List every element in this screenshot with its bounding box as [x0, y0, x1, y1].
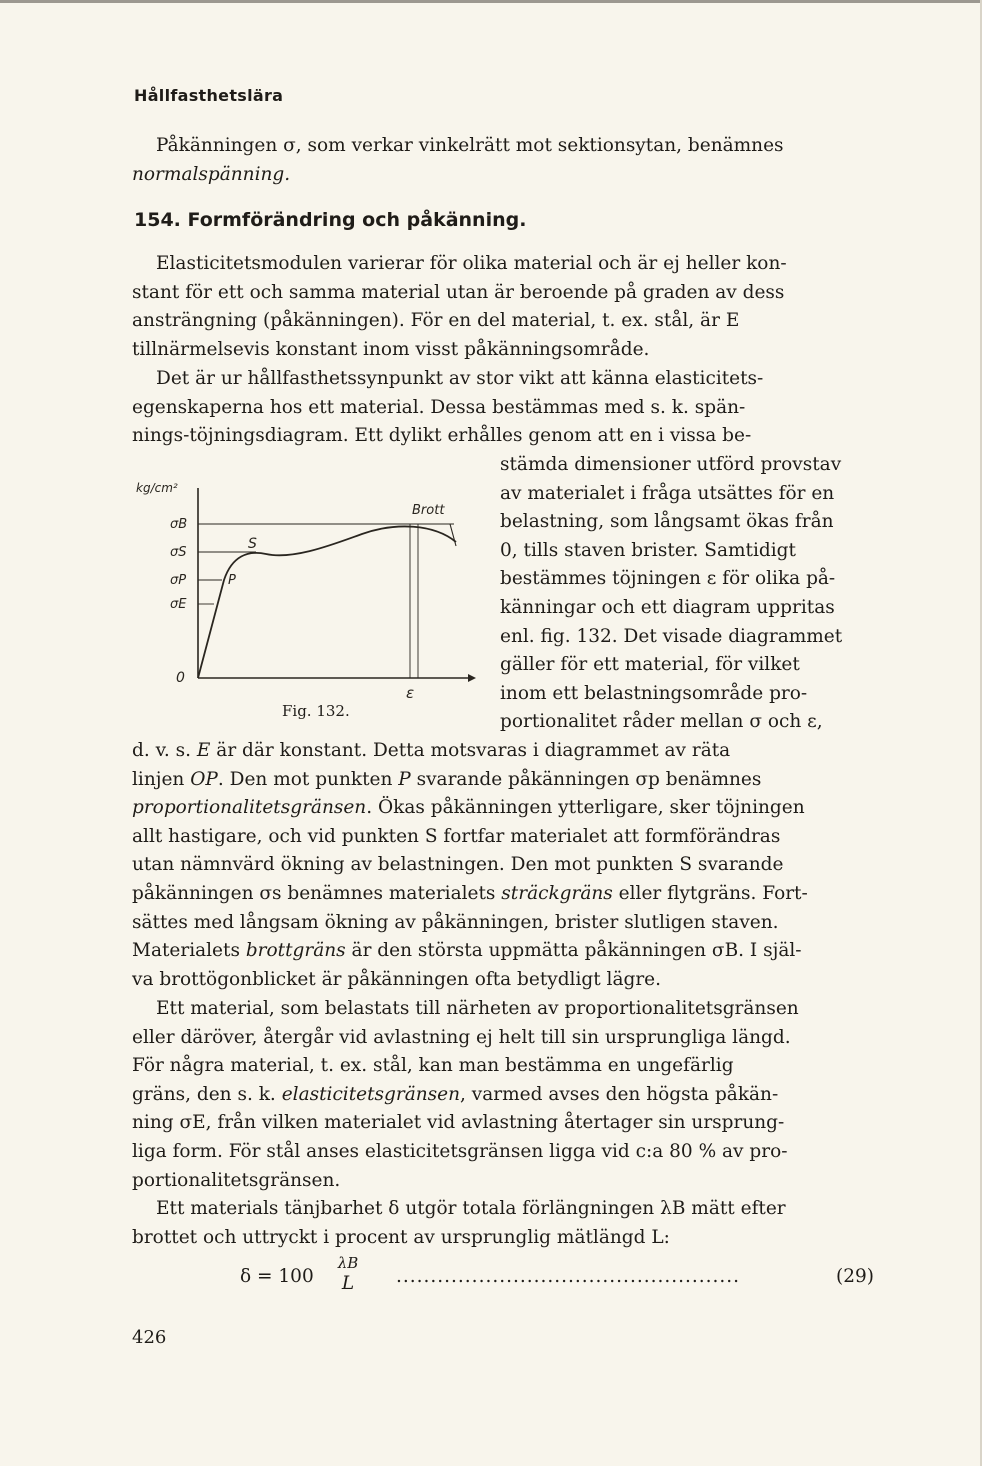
text-run: elasticitetsgränsen	[281, 1083, 461, 1105]
p2-line: nings-töjningsdiagram. Ett dylikt erhålles genom att en i vissa be-	[132, 425, 752, 447]
formula-fraction	[336, 1254, 360, 1296]
text-run: utan nämnvärd ökning av belastningen. Den mot punkten S svarande	[132, 854, 784, 876]
text-run: brottgräns	[245, 940, 346, 962]
p2n-line: enl. fig. 132. Det visade diagrammet	[500, 625, 843, 647]
text-run: . Den mot punkten	[217, 768, 399, 790]
point-s-label: S	[248, 536, 257, 552]
p2n-line: inom ett belastningsområde pro-	[500, 682, 808, 704]
equation-number: (29)	[836, 1266, 874, 1287]
text-run: sättes med långsam ökning av påkänningen, brister slutligen staven.	[132, 911, 779, 933]
break-pointer	[450, 524, 456, 546]
x-axis-arrow	[468, 674, 476, 682]
diagram-labels	[136, 481, 445, 702]
text-run: . Ökas påkänningen ytterligare, sker töjningen	[366, 797, 805, 819]
text-run: OP	[190, 768, 218, 790]
text-run: liga form. För stål anses elasticitetsgränsen ligga vid c:a 80 % av pro-	[132, 1140, 788, 1162]
text-run: , varmed avses den högsta påkän-	[460, 1083, 779, 1105]
intro-line-2: normalspänning.	[132, 163, 291, 185]
strain-axis-label: ε	[406, 684, 415, 702]
p2n-line: gäller för ett material, för vilket	[500, 654, 800, 676]
text-run: portionalitetsgränsen.	[132, 1169, 341, 1191]
text-run: d. v. s.	[132, 740, 197, 761]
text-run: P	[398, 768, 411, 790]
text-run: är där konstant. Detta motsvaras i diagrammet av räta	[210, 740, 731, 761]
intro-line-1: Påkänningen σ, som verkar vinkelrätt mot sektionsytan, benämnes	[156, 135, 784, 156]
stress-strain-curve	[198, 526, 456, 678]
intro-paragraph	[132, 132, 874, 189]
p1-line: Elasticitetsmodulen varierar för olika material och är ej heller kon-	[156, 253, 787, 274]
sigma-b-label: σB	[170, 517, 188, 532]
y-unit-label: kg/cm²	[136, 481, 178, 495]
text-run: allt hastigare, och vid punkten S fortfar materialet att formförändras	[132, 825, 781, 847]
paragraph-4	[132, 1195, 874, 1252]
text-run: proportionalitetsgränsen	[132, 797, 367, 819]
text-run: är den största uppmätta påkänningen σB. I själ-	[345, 940, 802, 962]
sigma-e-label: σE	[170, 597, 187, 612]
paragraph-2-full	[132, 365, 874, 451]
p2-line: Det är ur hållfasthetssynpunkt av stor vikt att känna elasticitets-	[156, 368, 764, 389]
break-label: Brott	[412, 503, 445, 518]
p1-line: tillnärmelsevis konstant inom visst påkänningsområde.	[132, 338, 650, 360]
p2n-line: av materialet i fråga utsättes för en	[500, 482, 835, 504]
stress-strain-diagram	[134, 466, 496, 742]
p2n-line: belastning, som långsamt ökas från	[500, 511, 834, 533]
point-p-label: P	[228, 573, 236, 588]
formula-leader-dots: ..................................................	[396, 1266, 741, 1287]
p2n-line: 0, tills staven brister. Samtidigt	[500, 539, 796, 561]
origin-label: 0	[176, 670, 185, 686]
text-run: va brottögonblicket är påkänningen ofta betydligt lägre.	[132, 968, 662, 990]
text-run: brottet och uttryckt i procent av ursprunglig mätlängd L:	[132, 1226, 670, 1248]
formula-numerator: λB	[337, 1254, 359, 1272]
text-run: sträckgräns	[501, 882, 613, 904]
paragraph-1	[132, 250, 874, 364]
text-run: eller flytgräns. Fort-	[612, 882, 808, 904]
text-run: gräns, den s. k.	[132, 1083, 282, 1105]
paragraph-2-narrow	[500, 451, 874, 737]
running-header: Hållfasthetslära	[134, 86, 284, 105]
text-run: påkänningen σs benämnes materialets	[132, 882, 502, 904]
paragraph-3	[132, 995, 874, 1195]
text-run: Ett materials tänjbarhet δ utgör totala förlängningen λB mätt efter	[156, 1198, 786, 1219]
sigma-p-label: σP	[170, 573, 187, 588]
page-top-edge	[0, 0, 982, 3]
p2-line: egenskaperna hos ett material. Dessa bestämmas med s. k. spän-	[132, 396, 746, 418]
text-run: linjen	[132, 768, 191, 790]
text-run: eller däröver, återgår vid avlastning ej helt till sin ursprungliga längd.	[132, 1026, 791, 1048]
p2n-line: stämda dimensioner utförd provstav	[500, 454, 842, 475]
page-number: 426	[132, 1327, 167, 1348]
text-run: Ett material, som belastats till närheten av proportionalitetsgränsen	[156, 998, 799, 1019]
section-heading: 154. Formförändring och påkänning.	[134, 209, 527, 231]
p1-line: stant för ett och samma material utan är beroende på graden av dess	[132, 281, 785, 303]
formula-29	[240, 1256, 874, 1306]
p2n-line: känningar och ett diagram uppritas	[500, 596, 835, 618]
p2n-line: bestämmes töjningen ε för olika på-	[500, 568, 836, 590]
formula-lhs: δ = 100	[240, 1266, 314, 1287]
text-run: ning σE, från vilken materialet vid avlastning återtager sin ursprung-	[132, 1112, 785, 1134]
sigma-s-label: σS	[170, 545, 187, 560]
text-run: svarande påkänningen σp benämnes	[410, 768, 762, 790]
text-run: Materialets	[132, 940, 246, 962]
formula-denominator: L	[341, 1273, 355, 1294]
figure-caption: Fig. 132.	[282, 702, 350, 720]
text-run: E	[196, 740, 211, 761]
text-run: För några material, t. ex. stål, kan man bestämma en ungefärlig	[132, 1055, 734, 1077]
paragraph-2-rest	[132, 737, 874, 994]
p1-line: ansträngning (påkänningen). För en del material, t. ex. stål, är E	[132, 310, 740, 332]
p2n-line: portionalitet råder mellan σ och ε,	[500, 711, 823, 733]
